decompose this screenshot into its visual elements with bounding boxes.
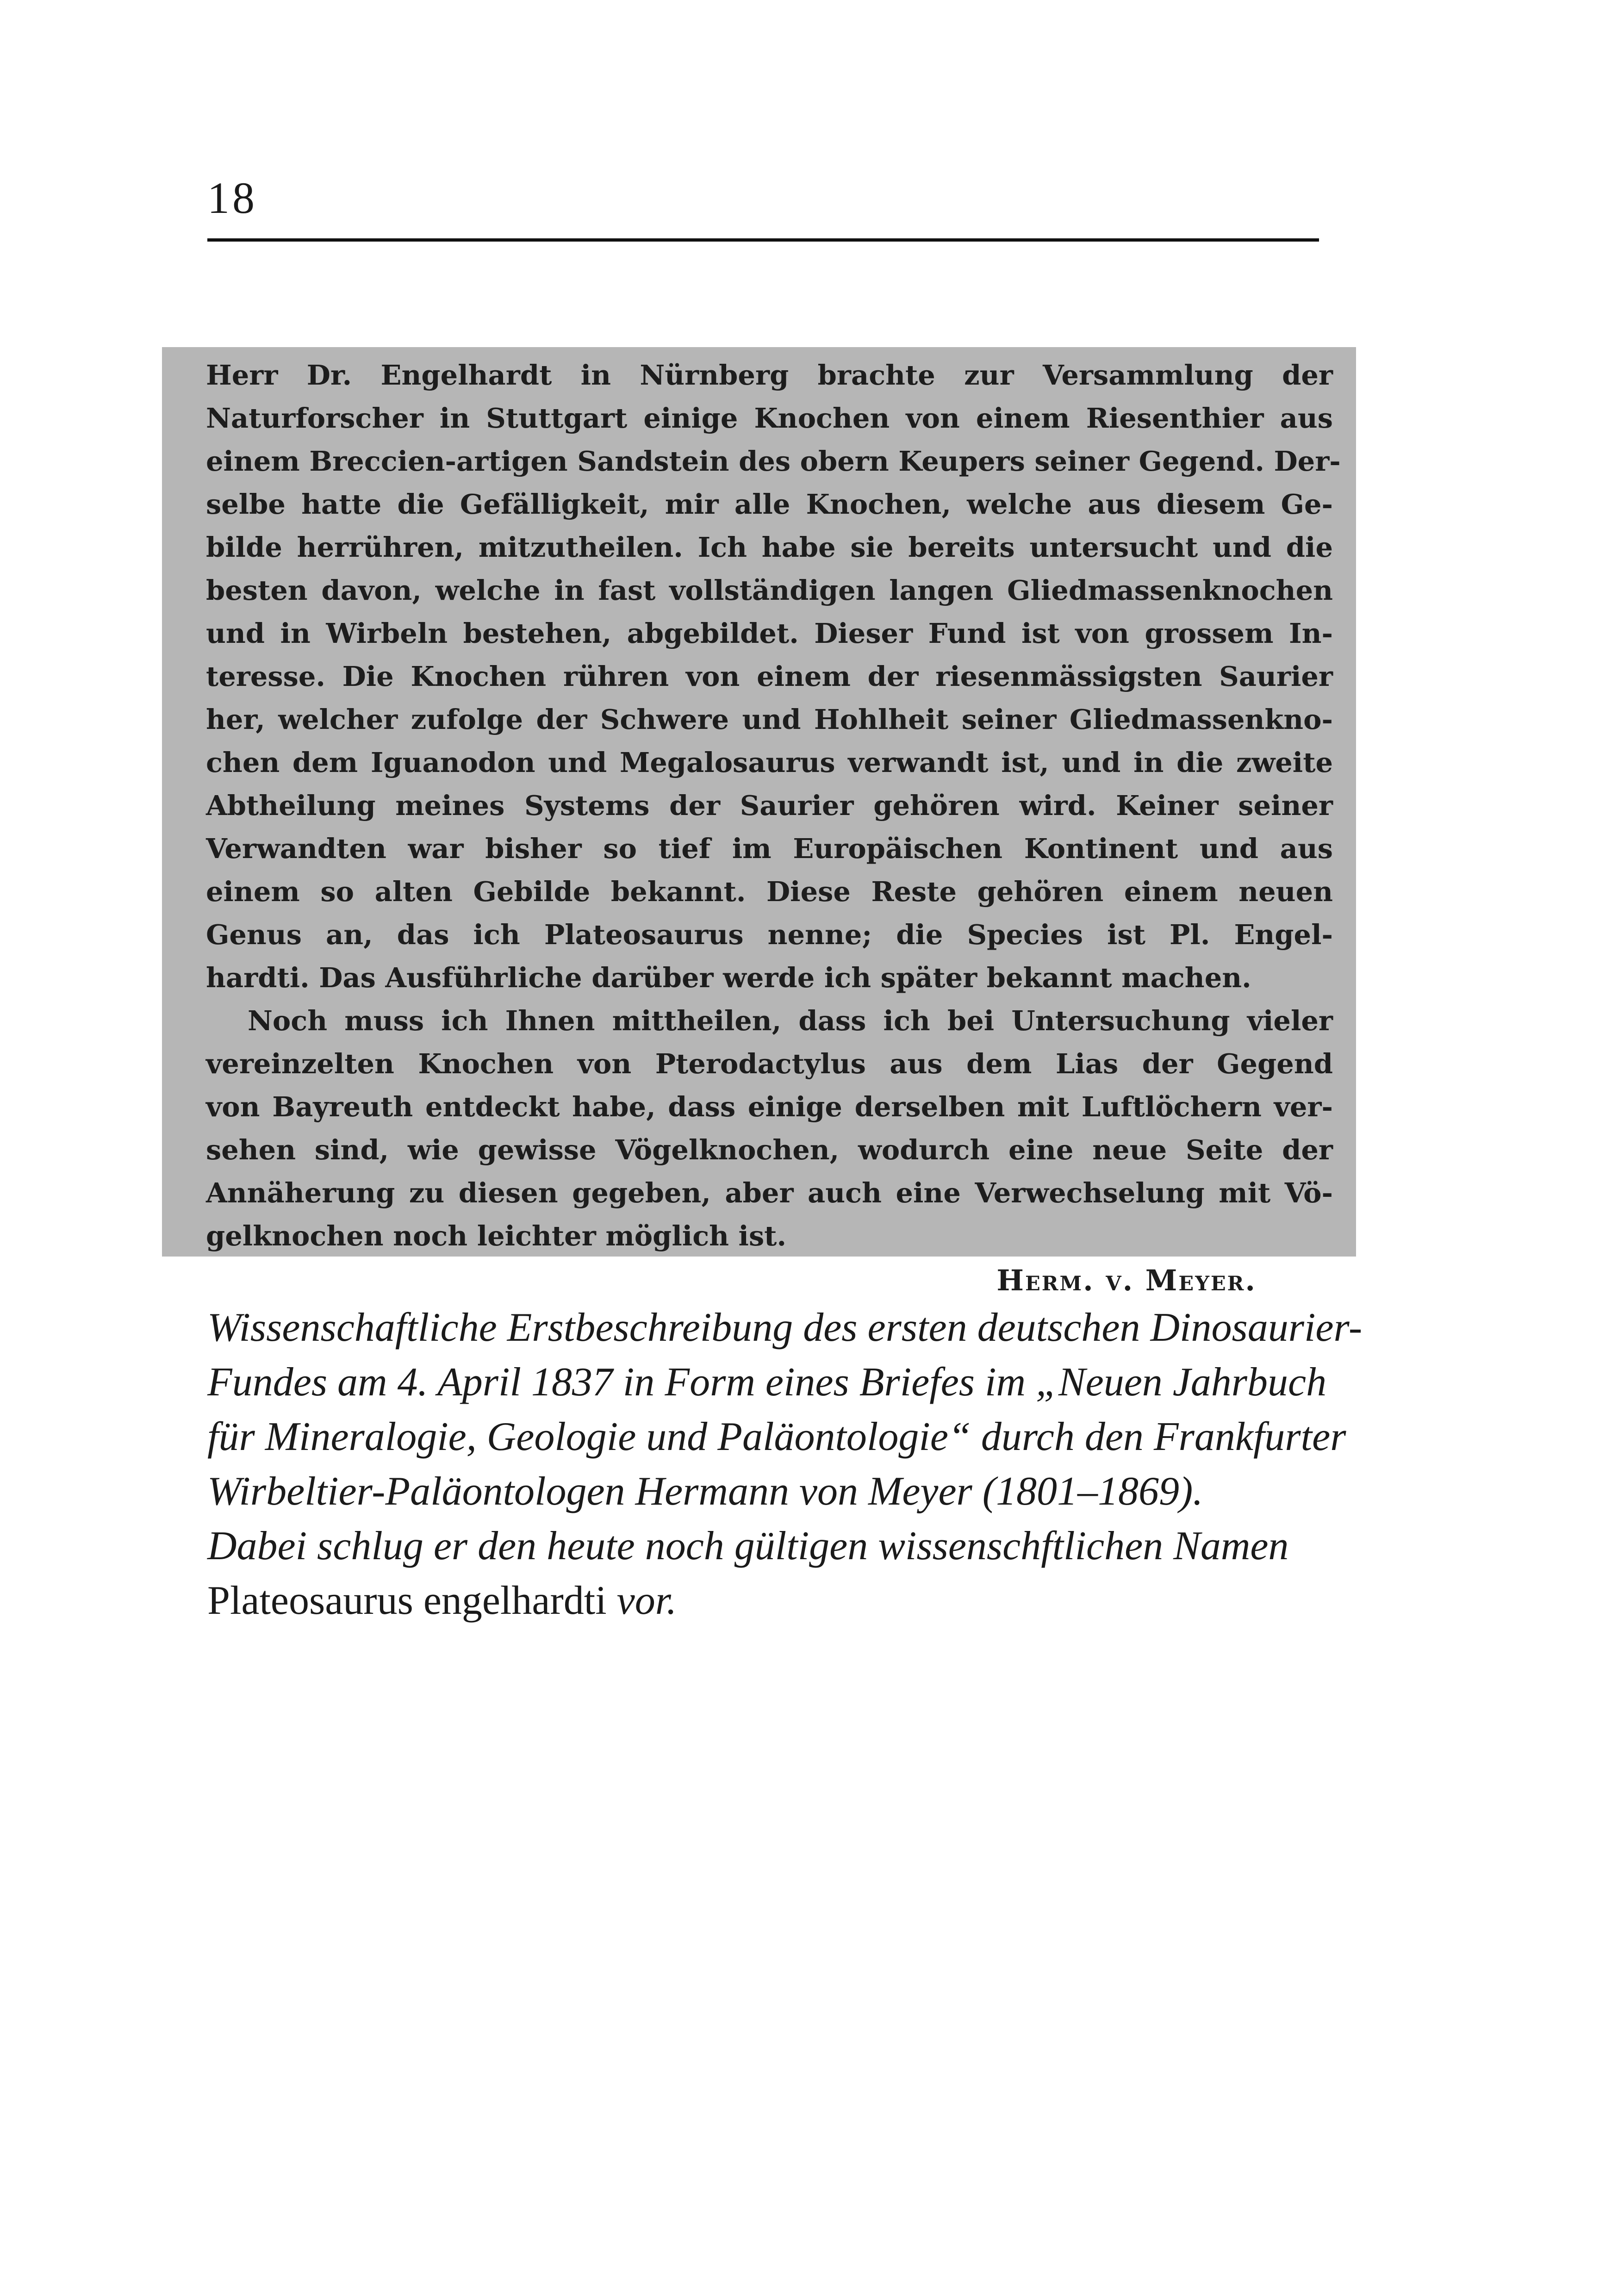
caption-line: Wissenschaftliche Erstbeschreibung des ersten deutschen Dinosaurier- bbox=[207, 1305, 1363, 1350]
facsimile-line: Genus an, das ich Plateosaurus nenne; die Species ist Pl. Engel- bbox=[206, 919, 1333, 951]
figure-caption bbox=[207, 1300, 1363, 1628]
caption-line: für Mineralogie, Geologie und Paläontologie“ durch den Frankfurter bbox=[207, 1414, 1346, 1459]
facsimile-line: von Bayreuth entdeckt habe, dass einige derselben mit Luftlöchern ver- bbox=[206, 1091, 1333, 1123]
facsimile-line: Annäherung zu diesen gegeben, aber auch eine Verwechselung mit Vö- bbox=[206, 1177, 1333, 1209]
facsimile-line: selbe hatte die Gefälligkeit, mir alle Knochen, welche aus diesem Ge- bbox=[206, 488, 1333, 520]
caption-species-name: Plateosaurus engelhardti bbox=[207, 1578, 607, 1623]
facsimile-line: sehen sind, wie gewisse Vögelknochen, wodurch eine neue Seite der bbox=[206, 1134, 1333, 1166]
caption-line: Dabei schlug er den heute noch gültigen wissenschftlichen Namen bbox=[207, 1524, 1289, 1568]
facsimile-line: bilde herrühren, mitzutheilen. Ich habe sie bereits untersucht und die bbox=[206, 531, 1333, 563]
facsimile-line: besten davon, welche in fast vollständigen langen Gliedmassenknochen bbox=[206, 574, 1333, 606]
facsimile-line: hardti. Das Ausführliche darüber werde ich später bekannt machen. bbox=[206, 962, 1251, 994]
header-rule bbox=[207, 238, 1319, 242]
facsimile-signature: Herm. v. Meyer. bbox=[996, 1263, 1257, 1297]
facsimile-line: und in Wirbeln bestehen, abgebildet. Dieser Fund ist von grossem In- bbox=[206, 617, 1333, 649]
facsimile-line: einem Breccien-artigen Sandstein des obern Keupers seiner Gegend. Der- bbox=[206, 445, 1341, 477]
caption-last-line bbox=[207, 1574, 1327, 1628]
facsimile-line: vereinzelten Knochen von Pterodactylus aus dem Lias der Gegend bbox=[206, 1048, 1333, 1080]
caption-line: Wirbeltier-Paläontologen Hermann von Meyer (1801–1869). bbox=[207, 1469, 1203, 1514]
facsimile-line: Abtheilung meines Systems der Saurier gehören wird. Keiner seiner bbox=[206, 790, 1333, 821]
facsimile-line: Naturforscher in Stuttgart einige Knochen von einem Riesenthier aus bbox=[206, 402, 1333, 434]
facsimile-line: Verwandten war bisher so tief im Europäischen Kontinent und aus bbox=[206, 833, 1333, 865]
page-number: 18 bbox=[207, 173, 257, 223]
facsimile-scan bbox=[162, 347, 1356, 1297]
facsimile-line: einem so alten Gebilde bekannt. Diese Reste gehören einem neuen bbox=[206, 876, 1333, 908]
facsimile-line: her, welcher zufolge der Schwere und Hohlheit seiner Gliedmassenkno- bbox=[206, 703, 1333, 735]
facsimile-line: chen dem Iguanodon und Megalosaurus verwandt ist, und in die zweite bbox=[206, 747, 1333, 778]
facsimile-line: gelknochen noch leichter möglich ist. bbox=[206, 1220, 786, 1252]
facsimile-line: teresse. Die Knochen rühren von einem der riesenmässigsten Saurier bbox=[206, 660, 1333, 692]
facsimile-line: Noch muss ich Ihnen mittheilen, dass ich bei Untersuchung vieler bbox=[248, 1005, 1333, 1037]
facsimile-line: Herr Dr. Engelhardt in Nürnberg brachte zur Versammlung der bbox=[206, 359, 1333, 391]
caption-final-word: vor. bbox=[616, 1578, 677, 1623]
caption-line: Fundes am 4. April 1837 in Form eines Briefes im „Neuen Jahrbuch bbox=[207, 1360, 1327, 1405]
